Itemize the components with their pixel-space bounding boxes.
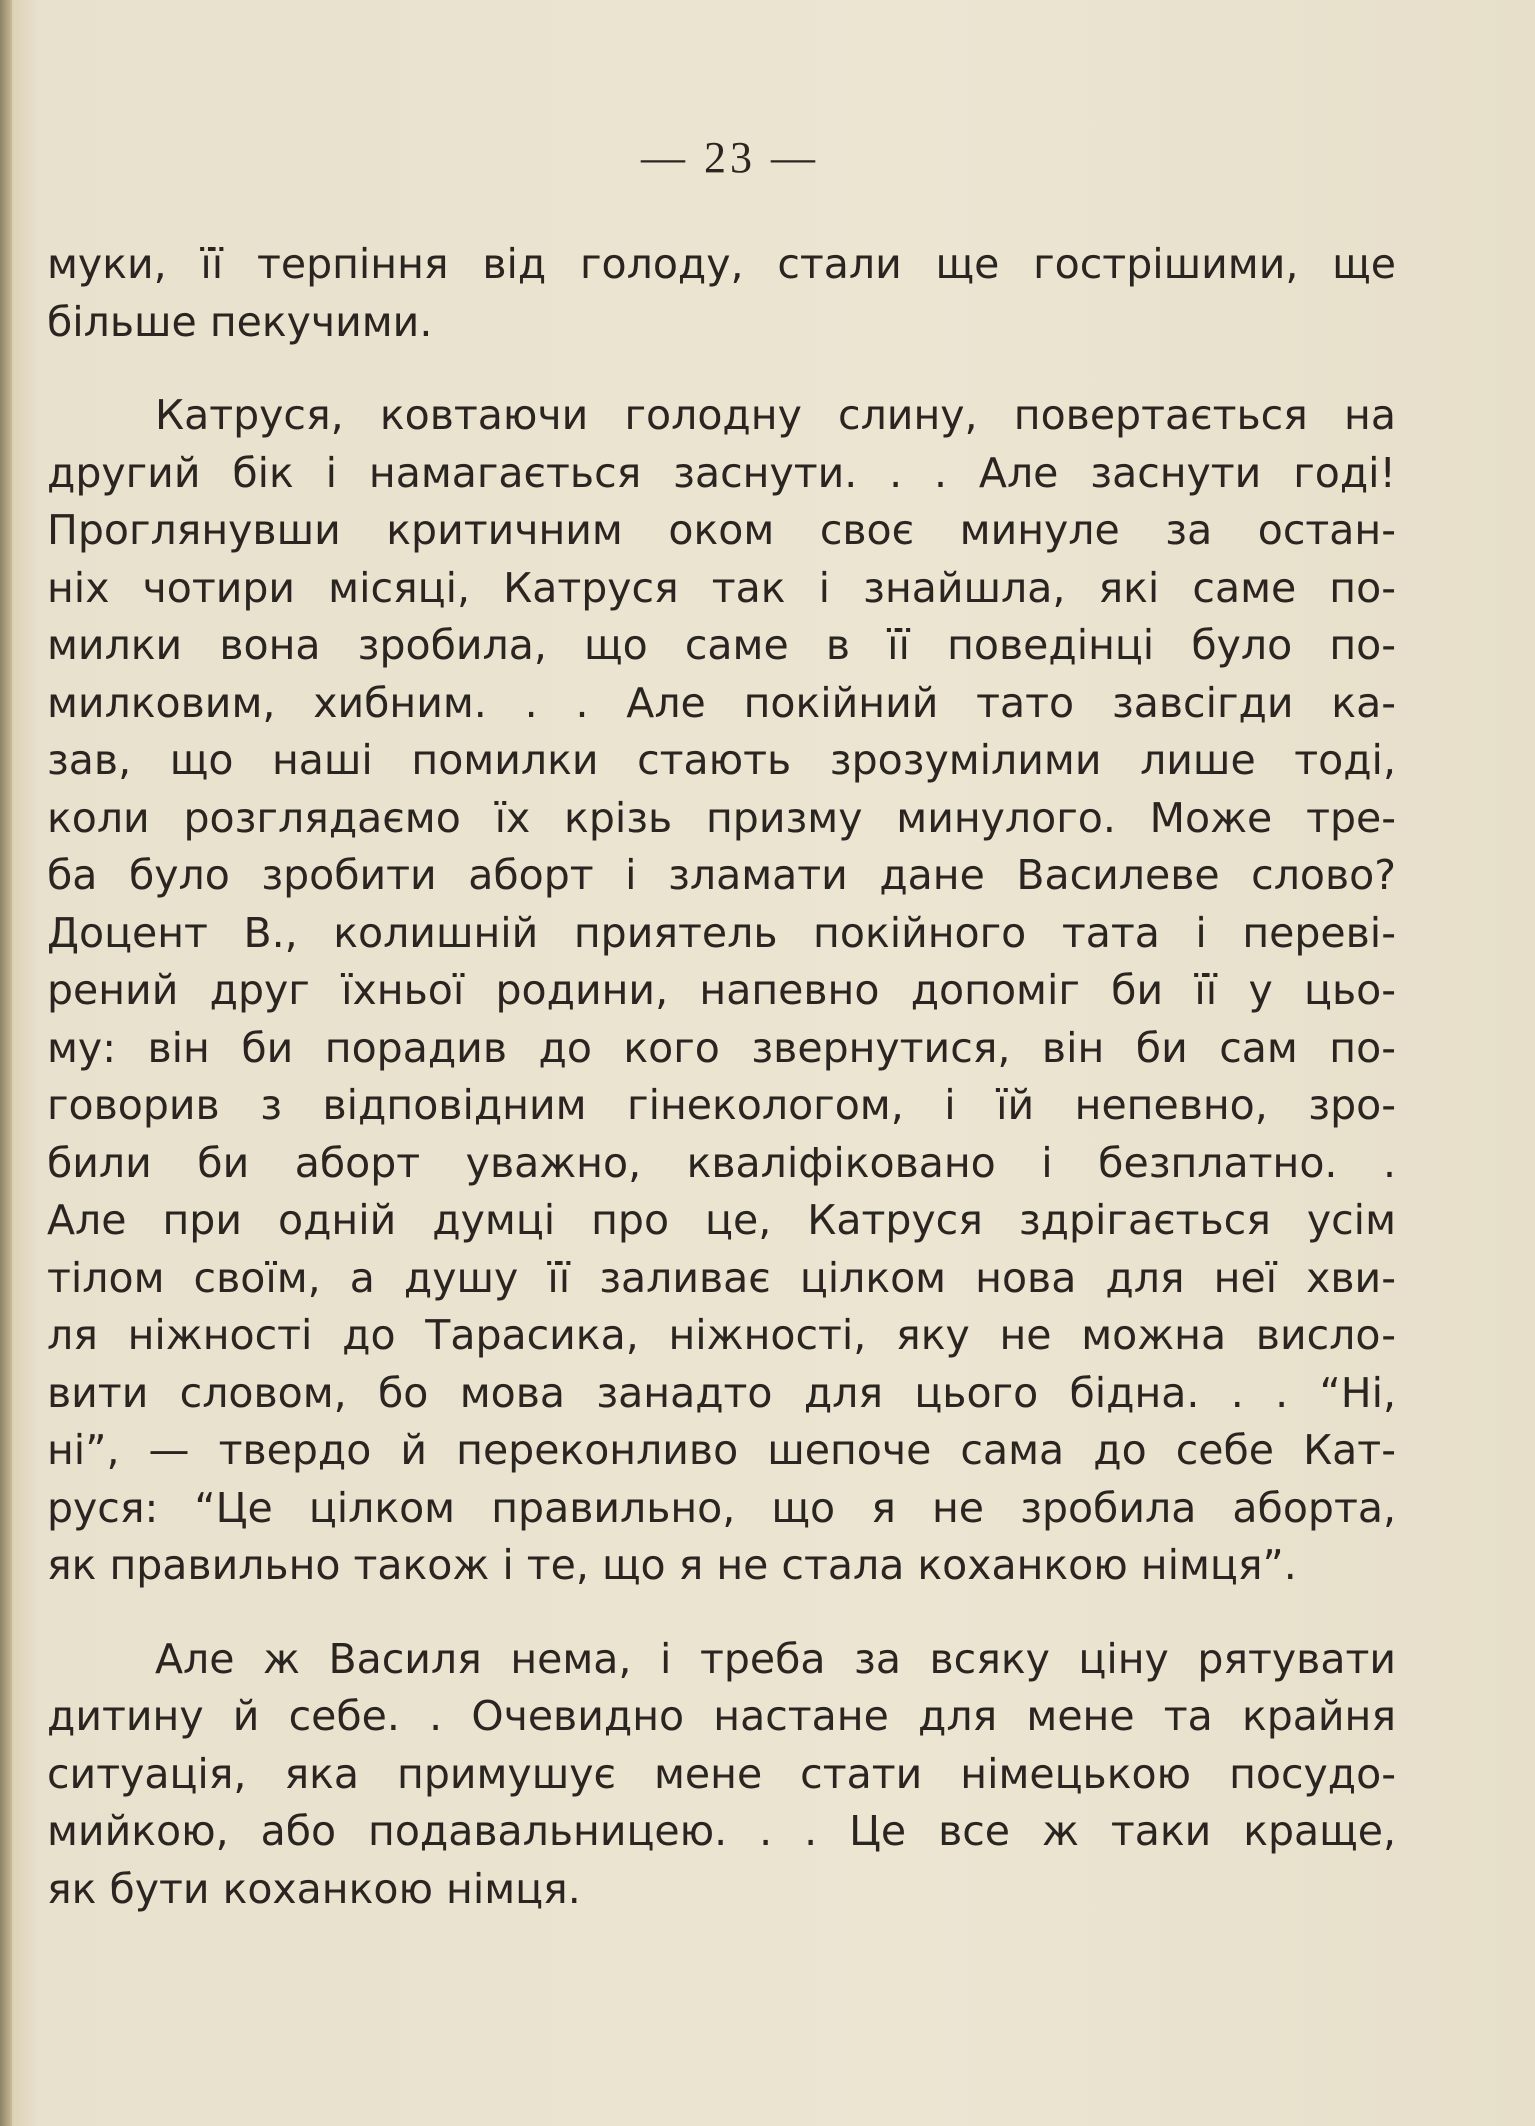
page-gutter-shadow [0,0,12,2126]
text-line: Проглянувши критичним оком своє минуле за остан- [47,506,1396,554]
paragraph [47,236,1396,351]
text-line: били би аборт уважно, кваліфіковано і безплатно. . [47,1138,1396,1187]
paragraph [47,387,1396,1595]
text-line: коли розглядаємо їх крізь призму минулого. Може тре- [47,793,1396,842]
text-line: рений друг їхньої родини, напевно допоміг би її у цьо- [47,966,1396,1014]
text-line: як бути коханкою німця. [47,1864,581,1913]
text-line: дитину й себе. . Очевидно настане для мене та крайня [47,1692,1396,1740]
text-line: тілом своїм, а душу її заливає цілком нова для неї хви- [47,1253,1396,1302]
text-line: Але при одній думці про це, Катруся здрігається усім [47,1196,1396,1244]
text-line: другий бік і намагається заснути. . . Але заснути годі! [47,448,1396,497]
text-line: ніх чотири місяці, Катруся так і знайшла, які саме по- [47,563,1396,612]
text-line: руся: “Це цілком правильно, що я не зробила аборта, [47,1483,1396,1532]
text-line: ситуація, яка примушує мене стати німецькою посудо- [47,1749,1396,1798]
text-line: зав, що наші помилки стають зрозумілими лише тоді, [47,736,1396,784]
text-line: як правильно також і те, що я не стала коханкою німця”. [47,1541,1297,1589]
text-line: більше пекучими. [47,297,433,346]
text-line: мийкою, або подавальницею. . . Це все ж таки краще, [47,1807,1396,1855]
text-line: муки, її терпіння від голоду, стали ще гострішими, ще [47,240,1396,288]
text-line: Але ж Василя нема, і треба за всяку ціну рятувати [155,1634,1396,1683]
text-line: му: він би порадив до кого звернутися, він би сам по- [47,1023,1396,1072]
text-line: ба було зробити аборт і зламати дане Василеве слово? [47,851,1396,899]
paragraph [47,1631,1396,1919]
text-line: говорив з відповідним гінекологом, і їй непевно, зро- [47,1081,1396,1129]
body-text [47,236,1396,1918]
page-number: — 23 — [641,133,819,182]
text-line: вити словом, бо мова занадто для цього бідна. . . “Ні, [47,1368,1396,1417]
text-line: милковим, хибним. . . Але покійний тато завсігди ка- [47,678,1396,727]
text-line: ля ніжності до Тарасика, ніжності, яку не можна вислo- [47,1311,1396,1359]
text-line: ні”, — твердо й переконливо шепоче сама до себе Кат- [47,1426,1396,1474]
text-line: Катруся, ковтаючи голодну слину, повертається на [155,391,1396,439]
text-line: милки вона зробила, що саме в її поведінці було по- [47,621,1396,669]
text-line: Доцент В., колишній приятель покійного тата і переві- [47,908,1396,957]
